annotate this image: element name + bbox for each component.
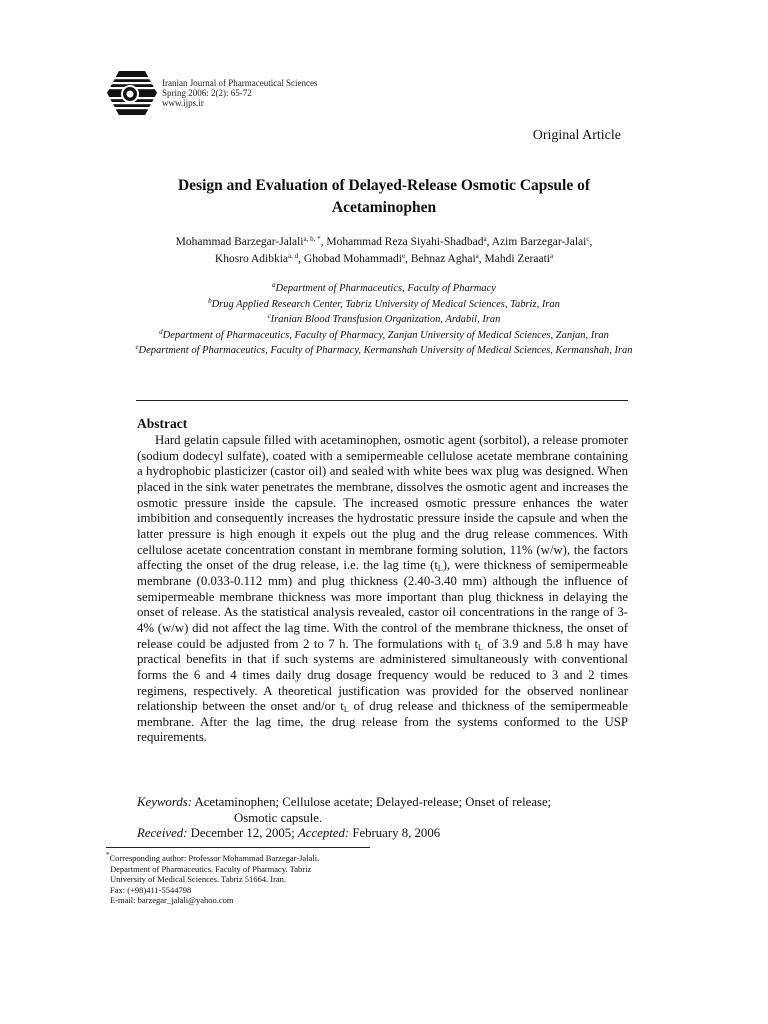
journal-name: Iranian Journal of Pharmaceutical Sciences (162, 78, 318, 88)
received-date: December 12, 2005; (190, 826, 295, 840)
affiliation-item (130, 343, 638, 359)
author-affil-mark: a (549, 252, 554, 260)
affil-mark: c (267, 312, 271, 320)
footnote-line: Department of Pharmaceutics. Faculty of Pharmacy. Tabriz (110, 863, 312, 874)
affil-text: Drug Applied Research Center, Tabriz University of Medical Sciences, Tabriz, Iran (211, 298, 560, 310)
author-affil-mark: e (401, 252, 406, 260)
footnote-line (106, 853, 319, 864)
author-name: , Ghobad Mohammadi (298, 253, 402, 265)
author-affil-mark: a (483, 235, 487, 243)
author-name: Khosro Adibkia (214, 253, 289, 265)
abstract-text: ), were thickness of semipermeable membrane (0.033-0.112 mm) and plug thickness (2.40-3.40 mm) although the influence of semipermeable membrane thickness was more important than plug thickness in delaying the onset of release. As the statistical analysis revealed, castor oil concentrations in the range of 3-4% (w/w) did not affect the lag time. With the control of the membrane thickness, the onset of release could be adjusted from 2 to 7 h. The formulations with t (137, 558, 628, 651)
accepted-label: Accepted: (297, 826, 350, 840)
author-line-2 (100, 251, 668, 268)
abstract-text: Hard gelatin capsule filled with acetaminophen, osmotic agent (sorbitol), a release promoter (sodium dodecyl sulfate), coated with a semipermeable cellulose acetate membrane containing a hydrophobic plasticizer (castor oil) and sealed with white bees wax plug was designed. When placed in the sink water penetrates the membrane, dissolves the osmotic agent and increases the osmotic pressure inside the capsule. The increased osmotic pressure enhances the water imbibition and consequently increases the hydrostatic pressure inside the capsule and when the latter pressure is high enough it expels out the plug and the drug release commences. With cellulose acetate concentration constant in membrane forming solution, 11% (w/w), the factors affecting the onset of the drug release, i.e. the lag time (t (137, 433, 628, 573)
corresponding-author-footnote (106, 853, 319, 906)
article-type: Original Article (532, 128, 621, 143)
affiliation-list (130, 281, 638, 359)
abstract-text: of drug release and thickness of the semipermeable membrane. After the lag time, the drug release from the systems conformed to the USP requirements. (137, 699, 628, 745)
subscript: L (343, 705, 349, 715)
keywords-continuation: Osmotic capsule. (234, 810, 323, 825)
keywords-label: Keywords: (137, 795, 192, 809)
affiliation-item (130, 312, 638, 328)
footnote-line: University of Medical Sciences. Tabriz 51664. Iran. (110, 874, 287, 884)
abstract-body (137, 433, 628, 746)
paper-title (100, 175, 668, 219)
affil-mark: d (159, 327, 163, 336)
abstract-text: of 3.9 and 5.8 h may have practical benefits in that if such systems are administered simultaneously with conventional forms the 6 and 4 times daily drug dosage frequency would be reduced to 3 and 2 times regimens, respectively. A theoretical justification was provided for the observed nonlinear relationship between the onset and/or t (137, 636, 628, 714)
author-name: , Azim Barzegar-Jalai (486, 236, 587, 248)
footnote-line: Fax: (+98)411-5544798 (110, 884, 192, 895)
affiliation-item (130, 297, 638, 313)
dates (137, 826, 440, 841)
author-name: , Behnaz Aghai (405, 253, 476, 265)
author-affil-mark: c (586, 235, 590, 243)
author-list (100, 234, 668, 268)
affiliation-item (130, 281, 638, 297)
keywords (137, 795, 628, 826)
journal-header (162, 78, 317, 108)
author-affil-mark: a, b, * (303, 235, 321, 243)
journal-issue: Spring 2006: 2(2): 65-72 (162, 88, 252, 98)
journal-website[interactable]: www.ijps.ir (162, 98, 204, 108)
affil-text: Department of Pharmaceutics, Faculty of Pharmacy, Kermanshah University of Medical Sciences, Kermanshah, Iran (138, 345, 633, 356)
keywords-line (137, 795, 628, 811)
abstract-heading: Abstract (137, 416, 188, 431)
journal-logo (106, 70, 158, 116)
section-divider (136, 400, 628, 401)
affil-mark: a (272, 281, 276, 289)
subscript: L (437, 564, 443, 574)
author-affil-mark: a, d (288, 252, 299, 260)
received-label: Received: (137, 826, 188, 840)
title-line-1: Design and Evaluation of Delayed-Release Osmotic Capsule of (177, 177, 591, 194)
affil-text: Iranian Blood Transfusion Organization, Ardabil, Iran (270, 314, 501, 325)
author-name: , Mahdi Zeraati (478, 253, 550, 265)
author-name: Mohammad Barzegar-Jalali (175, 236, 304, 248)
author-affil-mark: a (475, 252, 479, 260)
affiliation-item (130, 328, 638, 344)
affil-text: Department of Pharmaceutics, Faculty of Pharmacy (275, 283, 496, 294)
footnote-divider (106, 847, 370, 848)
keywords-text: Acetaminophen; Cellulose acetate; Delayed-release; Onset of release; (194, 795, 552, 809)
affil-mark: b (208, 296, 212, 305)
author-line-1: Mohammad Barzegar-Jalali$^{a, b, *}$, Mohammad Reza Siyahi-Shadbad$^a$, Azim Barzegar-Jalai$^c$, (175, 235, 593, 248)
affil-text: Department of Pharmaceutics, Faculty of Pharmacy, Zanjan University of Medical Sciences, Zanjan, Iran (162, 329, 609, 341)
abstract-paragraph (137, 433, 628, 746)
footnote-text: Corresponding author: Professor Mohammad Barzegar-Jalali. (109, 853, 320, 863)
author-name: , Mohammad Reza Siyahi-Shadbad (320, 236, 484, 248)
accepted-date: February 8, 2006 (352, 826, 441, 840)
affil-mark: e (135, 343, 139, 351)
title-line-2: Acetaminophen (331, 199, 437, 216)
subscript: L (478, 642, 483, 652)
footnote-mark: * (106, 851, 110, 859)
footnote-email[interactable]: E-mail: barzegar_jalali@yahoo.com (110, 895, 234, 905)
